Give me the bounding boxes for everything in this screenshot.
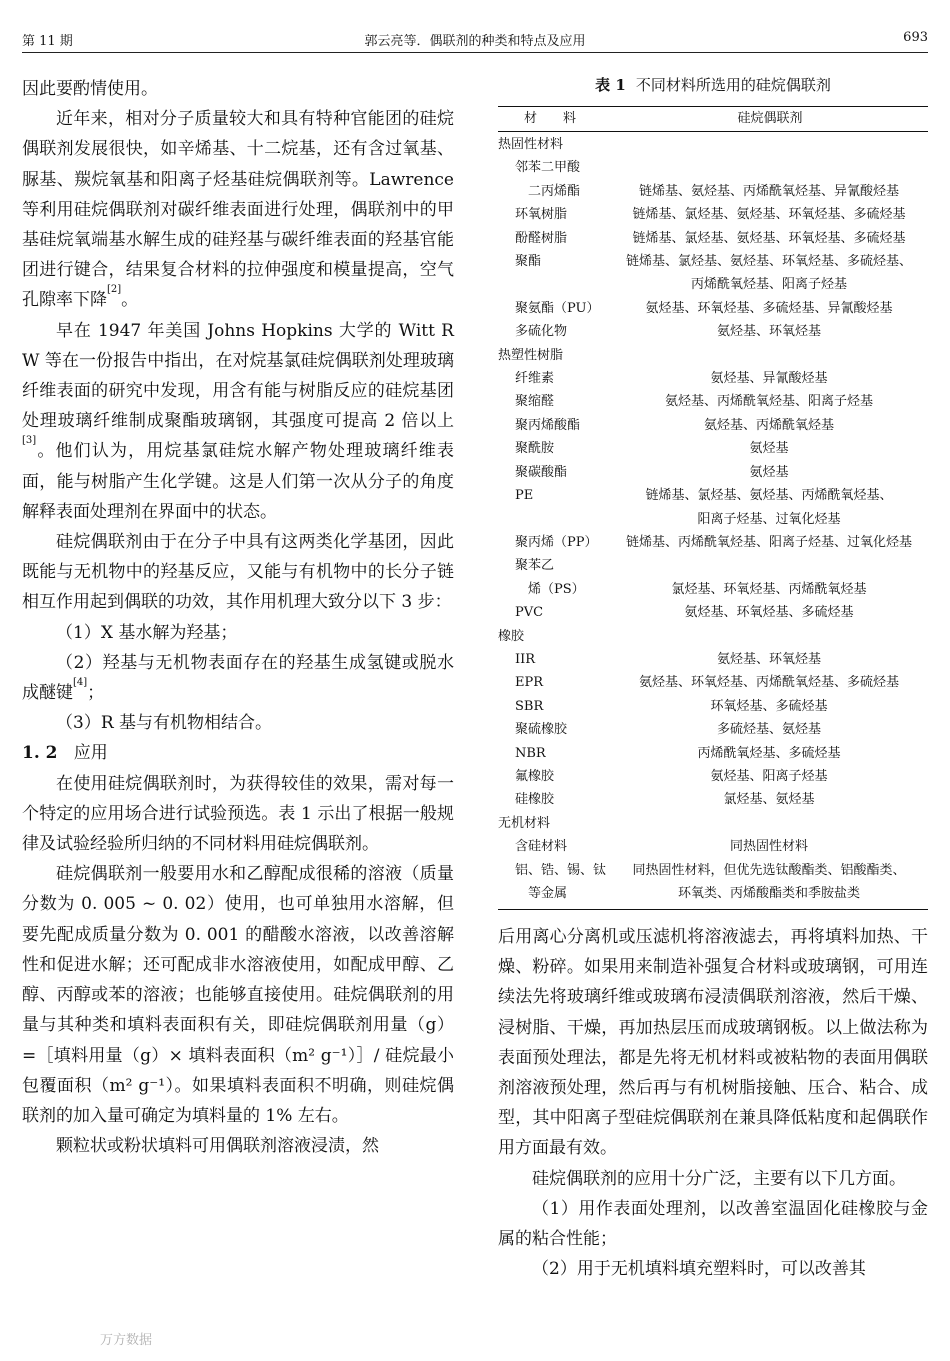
- coupling-agent-cell: 氨烃基、丙烯酰氧烃基: [703, 417, 834, 433]
- column-header-coupling-agent: 硅烷偶联剂: [737, 111, 803, 126]
- table-row: [498, 648, 928, 671]
- table-header: [498, 107, 928, 131]
- coupling-agent-cell: [610, 812, 928, 835]
- table-row: [498, 203, 928, 226]
- list-item: （1）用作表面处理剂，以改善室温固化硅橡胶与金属的粘合性能；: [498, 1198, 928, 1250]
- table-row: [498, 484, 928, 507]
- header-rule: [22, 52, 928, 53]
- material-cell: 等金属: [528, 886, 568, 901]
- material-cell: 烯（PS）: [528, 581, 585, 597]
- table-row: [498, 835, 928, 858]
- material-cell: [498, 273, 610, 296]
- table-row: [498, 765, 928, 788]
- coupling-agent-cell: [610, 344, 928, 367]
- coupling-agent-cell: 多硫烃基、氨烃基: [716, 722, 821, 738]
- citation: [4]: [73, 677, 88, 689]
- table-row: [498, 461, 928, 484]
- running-title: 郭云亮等．偶联剂的种类和特点及应用: [364, 34, 586, 49]
- material-cell: 氟橡胶: [515, 768, 555, 784]
- table-row: [498, 508, 928, 531]
- coupling-agent-cell: 氨烃基、阳离子烃基: [710, 768, 828, 784]
- table-row: [498, 601, 928, 624]
- coupling-agent-cell: 阳离子烃基、过氧化烃基: [697, 511, 841, 527]
- paragraph: 因此要酌情使用。: [22, 79, 158, 99]
- coupling-agent-cell: 氨烃基、环氧烃基: [716, 324, 821, 340]
- material-cell: EPR: [515, 675, 544, 691]
- coupling-agent-cell: 同热固性材料，但优先选钛酸酯类、铝酸酯类、: [632, 862, 906, 878]
- table-row: [498, 625, 928, 648]
- watermark: 万方数据: [100, 1333, 153, 1348]
- table-row: [498, 882, 928, 905]
- coupling-agent-cell: 氨烃基、环氧烃基、多硫烃基、异氰酸烃基: [645, 300, 893, 316]
- material-cell: 聚丙烯酸酯: [515, 417, 581, 433]
- section-title: 应用: [73, 743, 108, 764]
- material-cell: 邻苯二甲酸: [515, 160, 581, 176]
- material-cell: SBR: [515, 698, 544, 714]
- table-bottom-rule: [498, 909, 928, 910]
- coupling-agent-cell: 链烯基、氯烃基、氨烃基、环氧烃基、多硫烃基: [632, 207, 906, 223]
- material-cell: 聚酯: [515, 254, 542, 270]
- coupling-agent-cell: 氨烃基、异氰酸烃基: [710, 371, 828, 387]
- coupling-agent-cell: 氯烃基、氨烃基: [723, 792, 815, 808]
- material-cell: 铝、锆、锡、钛: [515, 862, 607, 878]
- coupling-agent-cell: 丙烯酰氧烃基、阳离子烃基: [690, 277, 847, 293]
- coupling-agent-cell: 同热固性材料: [729, 839, 808, 855]
- table-row: [498, 320, 928, 343]
- material-cell: NBR: [515, 745, 546, 761]
- coupling-agent-cell: 氨烃基、环氧烃基、多硫烃基: [684, 605, 854, 621]
- material-cell: 二丙烯酯: [528, 183, 581, 199]
- table-row: [498, 695, 928, 718]
- issue-number: 第 11 期: [22, 34, 73, 49]
- page-number: 693: [903, 30, 928, 45]
- table-row: [498, 812, 928, 835]
- material-cell: 聚碳酸酯: [515, 464, 568, 480]
- section-heading: [22, 738, 454, 768]
- paragraph: 硅烷偶联剂由于在分子中具有这两类化学基团，因此既能与无机物中的羟基反应，又能与有机物中的长分子链相互作用起到偶联的功效，其作用机理大致分以下 3 步：: [22, 532, 454, 613]
- table-label: 表 1: [595, 76, 626, 94]
- paragraph: 颗粒状或粉状填料可用偶联剂溶液浸渍，然: [56, 1136, 379, 1157]
- material-cell: 聚氨酯（PU）: [515, 300, 600, 316]
- coupling-agent-cell: 氨烃基、丙烯酰氧烃基、阳离子烃基: [664, 394, 873, 410]
- section-number: 1. 2: [22, 743, 58, 764]
- material-cell: 橡胶: [498, 628, 525, 644]
- table-row: [498, 742, 928, 765]
- coupling-agent-cell: [610, 133, 928, 156]
- paragraph: 近年来，相对分子质量较大和具有特种官能团的硅烷偶联剂发展很快，如辛烯基、十二烷基，还有含过氧基、脲基、羰烷氧基和阳离子烃基硅烷偶联剂等。Lawrence 等利用硅烷偶联剂对碳纤维表面进行处理，偶联剂中的甲基硅烷氧端基水解生成的硅羟基与碳纤维表面的羟基官能团进行键合，结果复合材料的拉伸强度和模量提高，空气孔隙率下降[2]。: [22, 109, 454, 311]
- coupling-agent-cell: 氨烃基: [749, 464, 789, 480]
- material-cell: 聚缩醛: [515, 394, 555, 410]
- paragraph: 在使用硅烷偶联剂时，为获得较佳的效果，需对每一个特定的应用场合进行试验预选。表 1 示出了根据一般规律及试验经验所归纳的不同材料用硅烷偶联剂。: [22, 773, 454, 855]
- step-item: （1）X 基水解为羟基；: [56, 622, 238, 643]
- material-cell: 硅橡胶: [515, 792, 555, 808]
- material-cell: 热塑性树脂: [498, 347, 564, 363]
- table-row: [498, 133, 928, 156]
- list-item: （2）用于无机填料填充塑料时，可以改善其: [532, 1259, 866, 1280]
- table-row: [498, 671, 928, 694]
- table-row: [498, 344, 928, 367]
- coupling-agent-cell: 链烯基、氯烃基、氨烃基、环氧烃基、多硫烃基: [632, 230, 906, 246]
- coupling-agent-cell: 丙烯酰氧烃基、多硫烃基: [697, 745, 841, 761]
- table-caption: 表 1 不同材料所选用的硅烷偶联剂: [595, 76, 831, 94]
- material-cell: 含硅材料: [515, 839, 568, 855]
- table-row: [498, 718, 928, 741]
- citation: [2]: [107, 284, 122, 296]
- coupling-agent-cell: 环氧类、丙烯酸酯类和季胺盐类: [677, 886, 860, 901]
- column-header-material: 材 料: [524, 111, 577, 126]
- right-column: [498, 922, 928, 1284]
- table-row: [498, 180, 928, 203]
- table-row: [498, 414, 928, 437]
- material-cell: 聚硫橡胶: [515, 722, 568, 738]
- table-row: [498, 390, 928, 413]
- coupling-agent-cell: 链烯基、氯烃基、氨烃基、环氧烃基、多硫烃基、: [625, 254, 912, 270]
- coupling-agent-cell: [610, 156, 928, 179]
- material-cell: 纤维素: [515, 371, 555, 387]
- table-row: [498, 273, 928, 296]
- citation: [3]: [22, 435, 37, 447]
- material-cell: 环氧树脂: [515, 207, 568, 223]
- material-cell: [498, 508, 610, 531]
- coupling-agent-cell: [610, 554, 928, 577]
- material-cell: 多硫化物: [515, 324, 568, 340]
- material-cell: IIR: [515, 651, 536, 667]
- table-row: [498, 297, 928, 320]
- table-row: [498, 554, 928, 577]
- material-cell: 聚丙烯（PP）: [515, 534, 598, 550]
- table-row: [498, 156, 928, 179]
- material-cell: PVC: [515, 605, 544, 621]
- table-row: [498, 859, 928, 882]
- material-cell: 聚酰胺: [515, 441, 555, 457]
- step-item: （2）羟基与无机物表面存在的羟基生成氢键或脱水成醚键[4]；: [22, 652, 454, 704]
- material-cell: 聚苯乙: [515, 558, 555, 574]
- coupling-agent-cell: 氨烃基、环氧烃基: [716, 651, 821, 667]
- coupling-agent-cell: 链烯基、氨烃基、丙烯酰氧烃基、异氰酸烃基: [638, 183, 899, 199]
- paragraph: 硅烷偶联剂一般要用水和乙醇配成很稀的溶液（质量分数为 0. 005 ~ 0. 02）使用，也可单独用水溶解，但要先配成质量分数为 0. 001 的醋酸水溶液，以改善溶解性和促进水解；还可配成非水溶液使用，如配成甲醇、乙醇、丙醇或苯的溶液；也能够直接使用。硅烷偶联剂的用量与其种类和填料表面积有关，即硅烷偶联剂用量（g）=［填料用量（g）× 填料表面积（m² g⁻¹）］/ 硅烷最小包覆面积（m² g⁻¹）。如果填料表面积不明确，则硅烷偶联剂的加入量可确定为填料量的 1% 左右。: [22, 864, 454, 1126]
- table-row: [498, 227, 928, 250]
- coupling-agent-cell: 氯烃基、环氧烃基、丙烯酰氧烃基: [671, 581, 867, 597]
- paragraph: 早在 1947 年美国 Johns Hopkins 大学的 Witt R W 等在一份报告中指出，在对烷基氯硅烷偶联剂处理玻璃纤维表面的研究中发现，用含有能与树脂反应的硅烷基团处理玻璃纤维制成聚酯玻璃钢，其强度可提高 2 倍以上[3]。他们认为，用烷基氯硅烷水解产物处理玻璃纤维表面，能与树脂产生化学键。这是人们第一次从分子的角度解释表面处理剂在界面中的状态。: [22, 320, 454, 522]
- coupling-agent-cell: 链烯基、氯烃基、氨烃基、丙烯酰氧烃基、: [645, 488, 893, 504]
- table-row: [498, 788, 928, 811]
- table-row: [498, 367, 928, 390]
- page-header: [22, 26, 928, 52]
- material-cell: PE: [515, 488, 534, 504]
- table-body: [498, 132, 928, 909]
- coupling-agent-cell: 氨烃基、环氧烃基、丙烯酰氧烃基、多硫烃基: [638, 675, 899, 691]
- left-column: [22, 74, 454, 1161]
- paragraph: 硅烷偶联剂的应用十分广泛，主要有以下几方面。: [532, 1168, 906, 1189]
- coupling-agent-cell: 氨烃基: [749, 441, 789, 457]
- step-item: （3）R 基与有机物相结合。: [56, 713, 273, 734]
- paragraph: 后用离心分离机或压滤机将溶液滤去，再将填料加热、干燥、粉碎。如果用来制造补强复合材料或玻璃钢，可用连续法先将玻璃纤维或玻璃布浸渍偶联剂溶液，然后干燥、浸树脂、干燥，再加热层压而成玻璃钢板。以上做法称为表面预处理法，都是先将无机材料或被粘物的表面用偶联剂溶液预处理，然后再与有机树脂接触、压合、粘合、成型，其中阳离子型硅烷偶联剂在兼具降低粘度和起偶联作用方面最有效。: [498, 927, 928, 1159]
- coupling-agent-cell: 链烯基、丙烯酰氧烃基、阳离子烃基、过氧化烃基: [625, 534, 912, 550]
- material-cell: 热固性材料: [498, 137, 564, 152]
- table-row: [498, 531, 928, 554]
- coupling-agent-cell: 环氧烃基、多硫烃基: [710, 698, 828, 714]
- coupling-agent-cell: [610, 625, 928, 648]
- material-cell: 酚醛树脂: [515, 230, 568, 246]
- table-row: [498, 250, 928, 273]
- material-cell: 无机材料: [498, 815, 551, 831]
- table-row: [498, 578, 928, 601]
- table-1: [498, 74, 928, 910]
- table-row: [498, 437, 928, 460]
